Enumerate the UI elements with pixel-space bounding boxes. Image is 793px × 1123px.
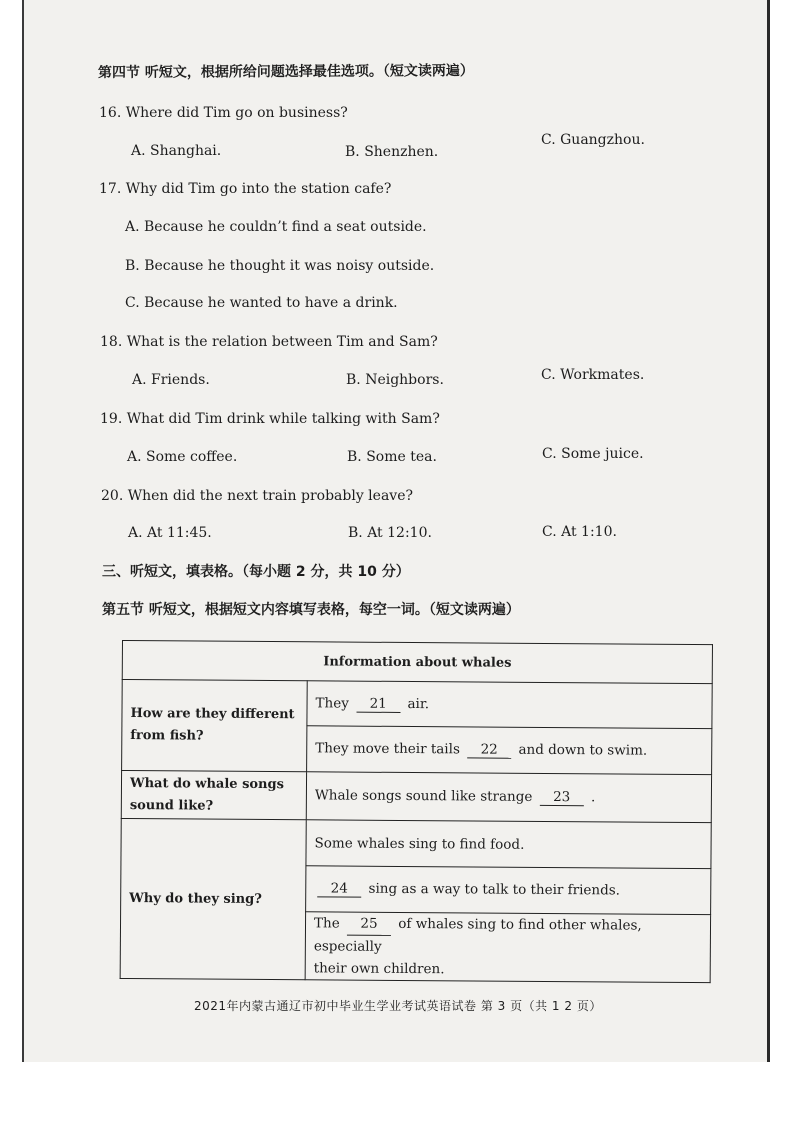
q19-option-a: A. Some coffee. xyxy=(127,449,238,465)
q17-option-b: B. Because he thought it was noisy outside. xyxy=(125,258,435,274)
q17-option-c: C. Because he wanted to have a drink. xyxy=(125,295,398,311)
label-line: sound like? xyxy=(129,797,214,814)
q18-option-c: C. Workmates. xyxy=(541,367,645,383)
q20-option-b: B. At 12:10. xyxy=(348,525,432,541)
part3-heading: 三、听短文，填表格。（每小题 2 分，共 10 分） xyxy=(102,564,410,580)
q16-option-c: C. Guangzhou. xyxy=(541,132,645,148)
blank-21[interactable]: 21 xyxy=(356,695,400,712)
q16-option-b: B. Shenzhen. xyxy=(345,144,439,160)
page-footer: 2021年内蒙古通辽市初中毕业生学业考试英语试卷 第 3 页（共 1 2 页） xyxy=(194,999,602,1013)
q19-option-c: C. Some juice. xyxy=(542,446,644,462)
q18-option-a: A. Friends. xyxy=(132,372,210,388)
table-title: Information about whales xyxy=(122,641,712,684)
cell-find-whales: The 25 of whales sing to find other whales, especially their own children. xyxy=(305,912,710,983)
section4-heading: 第四节 听短文，根据所给问题选择最佳选项。（短文读两遍） xyxy=(97,63,474,81)
q20-option-c: C. At 1:10. xyxy=(542,524,617,540)
question-20: 20. When did the next train probably leave? xyxy=(101,488,413,504)
label-line: from fish? xyxy=(130,728,204,744)
blank-22[interactable]: 22 xyxy=(467,741,511,758)
question-19: 19. What did Tim drink while talking with Sam? xyxy=(100,411,440,427)
blank-25[interactable]: 25 xyxy=(347,913,391,936)
q17-option-a: A. Because he couldn’t find a seat outside. xyxy=(125,219,427,235)
question-17: 17. Why did Tim go into the station cafe? xyxy=(99,181,392,197)
row-label-why-sing: Why do they sing? xyxy=(120,818,306,979)
blank-24[interactable]: 24 xyxy=(317,880,361,897)
question-18: 18. What is the relation between Tim and Sam? xyxy=(100,334,438,350)
question-16: 16. Where did Tim go on business? xyxy=(99,105,348,121)
q20-option-a: A. At 11:45. xyxy=(128,525,212,541)
cell-tails: They move their tails 22 and down to swim. xyxy=(307,726,712,775)
whale-info-table xyxy=(120,640,713,983)
row-label-difference xyxy=(122,680,308,772)
exam-page xyxy=(22,0,770,1062)
section5-heading: 第五节 听短文，根据短文内容填写表格，每空一词。（短文读两遍） xyxy=(102,602,520,618)
q19-option-b: B. Some tea. xyxy=(347,449,437,465)
label-line: What do whale songs xyxy=(129,775,285,792)
q18-option-b: B. Neighbors. xyxy=(346,372,444,388)
cell-talk-friends: 24 sing as a way to talk to their friends. xyxy=(306,866,711,915)
blank-23[interactable]: 23 xyxy=(540,789,584,806)
cell-breathe: They 21 air. xyxy=(307,681,712,729)
row-label-songs xyxy=(121,771,306,820)
cell-find-food: Some whales sing to find food. xyxy=(306,820,711,869)
cell-songs: Whale songs sound like strange 23 . xyxy=(306,772,711,823)
label-line: How are they different xyxy=(130,706,295,723)
q16-option-a: A. Shanghai. xyxy=(131,143,222,159)
